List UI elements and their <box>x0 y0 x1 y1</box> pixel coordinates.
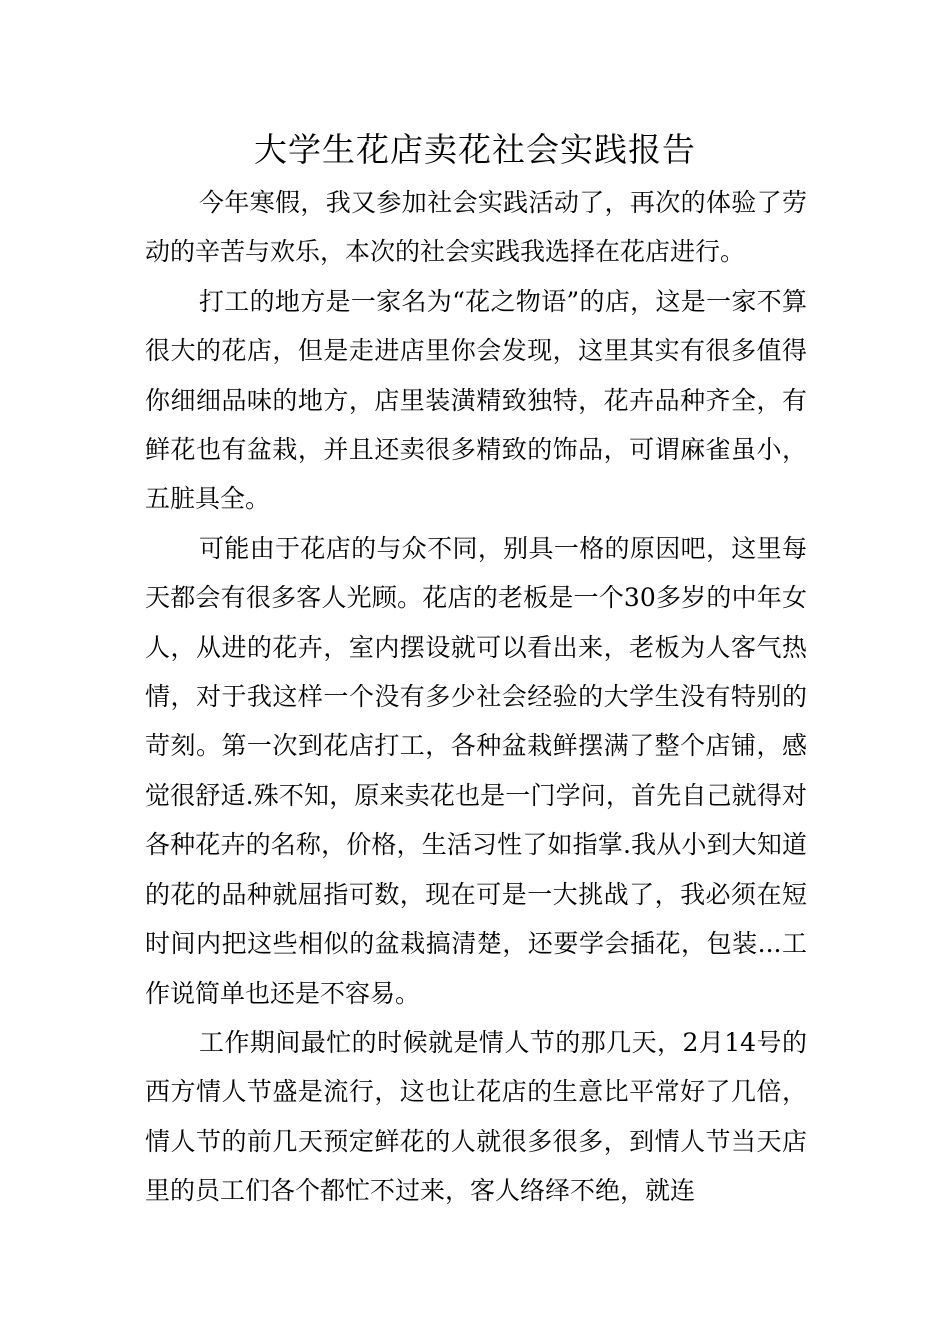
paragraph: 可能由于花店的与众不同，别具一格的原因吧，这里每天都会有很多客人光顾。花店的老板是一个30多岁的中年女人，从进的花卉，室内摆设就可以看出来，老板为人客气热情，对于我这样一个没有多少社会经验的大学生没有特别的苛刻。第一次到花店打工，各种盆栽鲜摆满了整个店铺，感觉很舒适.殊不知，原来卖花也是一门学问，首先自己就得对各种花卉的名称，价格，生活习性了如指掌.我从小到大知道的花的品种就屈指可数，现在可是一大挑战了，我必须在短时间内把这些相似的盆栽搞清楚，还要学会插花，包装...工作说简单也还是不容易。 <box>145 533 807 1008</box>
document-body <box>145 178 807 1216</box>
paragraph: 工作期间最忙的时候就是情人节的那几天，2月14号的西方情人节盛是流行，这也让花店的生意比平常好了几倍，情人节的前几天预定鲜花的人就很多很多，到情人节当天店里的员工们各个都忙不过来，客人络绎不绝，就连 <box>145 1027 807 1206</box>
paragraph: 打工的地方是一家名为“花之物语”的店，这是一家不算很大的花店，但是走进店里你会发现，这里其实有很多值得你细细品味的地方，店里装潢精致独特，花卉品种齐全，有鲜花也有盆栽，并且还卖很多精致的饰品，可谓麻雀虽小，五脏具全。 <box>145 286 807 514</box>
document-title: 大学生花店卖花社会实践报告 <box>254 130 696 169</box>
paragraph: 今年寒假，我又参加社会实践活动了，再次的体验了劳动的辛苦与欢乐，本次的社会实践我选择在花店进行。 <box>145 188 807 267</box>
